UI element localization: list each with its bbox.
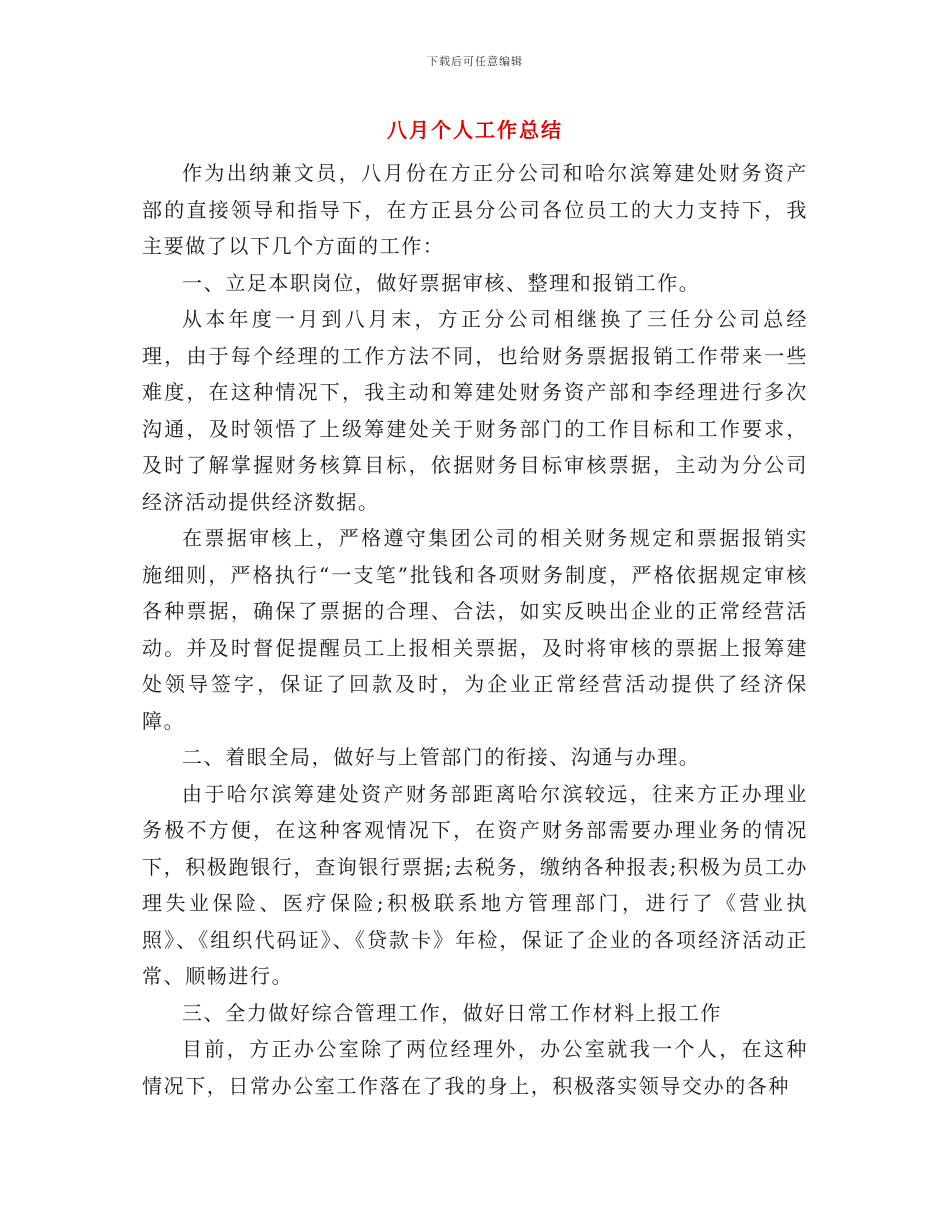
section-heading-1: 一、立足本职岗位，做好票据审核、整理和报销工作。 bbox=[182, 270, 701, 295]
paragraph: 在票据审核上，严格遵守集团公司的相关财务规定和票据报销实施细则，严格执行“一支笔”批钱和各项财务制度，严格依据规定审核各种票据，确保了票据的合理、合法，如实反映出企业的正常经营活动。并及时督促提醒员工上报相关票据，及时将审核的票据上报筹建处领导签字，保证了回款及时，为企业正常经营活动提供了经济保障。 bbox=[142, 526, 808, 733]
section-heading-3: 三、全力做好综合管理工作，做好日常工作材料上报工作 bbox=[182, 1000, 722, 1025]
document-title: 八月个人工作总结 bbox=[387, 118, 563, 142]
document-body bbox=[142, 155, 808, 1104]
paragraph: 从本年度一月到八月末，方正分公司相继换了三任分公司总经理，由于每个经理的工作方法不同，也给财务票据报销工作带来一些难度，在这种情况下，我主动和筹建处财务资产部和李经理进行多次沟通，及时领悟了上级筹建处关于财务部门的工作目标和工作要求，及时了解掌握财务核算目标，依据财务目标审核票据，主动为分公司经济活动提供经济数据。 bbox=[142, 307, 808, 514]
section-heading-2: 二、着眼全局，做好与上管部门的衔接、沟通与办理。 bbox=[182, 745, 701, 769]
paragraph: 由于哈尔滨筹建处资产财务部距离哈尔滨较远，往来方正办理业务极不方便，在这种客观情况下，在资产财务部需要办理业务的情况下，积极跑银行，查询银行票据;去税务，缴纳各种报表;积极为员工办理失业保险、医疗保险;积极联系地方管理部门，进行了《营业执照》、《组织代码证》、《贷款卡》年检，保证了企业的各项经济活动正常、顺畅进行。 bbox=[142, 781, 808, 988]
paragraph-intro: 作为出纳兼文员，八月份在方正分公司和哈尔滨筹建处财务资产部的直接领导和指导下，在方正县分公司各位员工的大力支持下，我主要做了以下几个方面的工作： bbox=[142, 161, 808, 258]
header-note: 下载后可任意编辑 bbox=[427, 55, 523, 68]
paragraph: 目前，方正办公室除了两位经理外，办公室就我一个人，在这种情况下，日常办公室工作落在了我的身上，积极落实领导交办的各种 bbox=[142, 1037, 808, 1098]
